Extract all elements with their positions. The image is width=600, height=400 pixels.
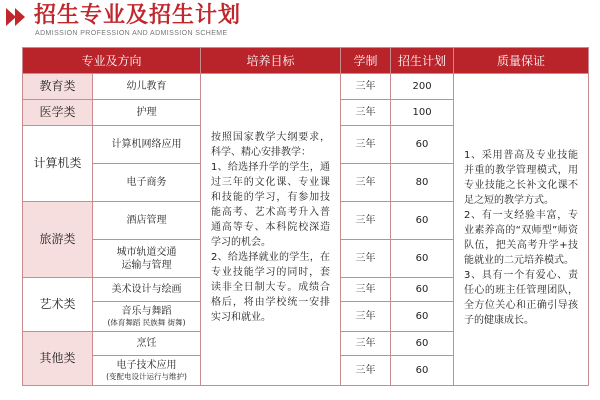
column-header: 学制 <box>341 48 391 74</box>
category-cell: 教育类 <box>23 74 93 100</box>
major-note: (变配电设计运行与维护) <box>106 372 187 381</box>
years-cell: 三年 <box>341 74 391 100</box>
category-cell: 计算机类 <box>23 126 93 202</box>
plan-cell: 60 <box>391 278 454 302</box>
major-cell: 烹饪 <box>93 332 201 356</box>
category-cell: 医学类 <box>23 100 93 126</box>
major-cell: 电子商务 <box>93 164 201 202</box>
plan-cell: 80 <box>391 164 454 202</box>
category-cell: 其他类 <box>23 332 93 386</box>
major-cell: 护理 <box>93 100 201 126</box>
plan-cell: 200 <box>391 74 454 100</box>
plan-cell: 60 <box>391 332 454 356</box>
plan-cell: 60 <box>391 126 454 164</box>
major-cell: 美术设计与绘画 <box>93 278 201 302</box>
major-cell: 幼儿教育 <box>93 74 201 100</box>
quality-assurance-text: 1、采用普高及专业技能并重的教学管理模式，用专业技能之长补文化课不足之短的教学方式。 2、有一支经验丰富，专业素养高的“双师型”师资队伍，把关高考升学+技能就业的二元培养模式。 3、具有一个有爱心、责任心的班主任管理团队，全方位关心和正确引导孩子的健康成长。 <box>464 150 579 326</box>
years-cell: 三年 <box>341 240 391 278</box>
column-header: 专业及方向 <box>23 48 201 74</box>
plan-cell: 100 <box>391 100 454 126</box>
training-goal-cell <box>201 74 341 386</box>
quality-assurance-cell <box>454 74 589 386</box>
page-title: 招生专业及招生计划 <box>34 3 242 28</box>
years-cell: 三年 <box>341 164 391 202</box>
page-subtitle: ADMISSION PROFESSION AND ADMISSION SCHEME <box>35 30 228 37</box>
years-cell: 三年 <box>341 126 391 164</box>
years-cell: 三年 <box>341 202 391 240</box>
table-row <box>23 74 589 100</box>
major-cell: 计算机网络应用 <box>93 126 201 164</box>
years-cell: 三年 <box>341 332 391 356</box>
chevron-right-icon <box>15 8 25 26</box>
page-header <box>0 0 600 44</box>
plan-cell: 60 <box>391 240 454 278</box>
years-cell: 三年 <box>341 278 391 302</box>
major-cell: 音乐与舞蹈 (体育舞蹈 民族舞 街舞) <box>93 302 201 332</box>
major-cell: 电子技术应用 (变配电设计运行与维护) <box>93 356 201 386</box>
category-cell: 旅游类 <box>23 202 93 278</box>
years-cell: 三年 <box>341 302 391 332</box>
admission-table <box>22 47 589 386</box>
column-header: 培养目标 <box>201 48 341 74</box>
years-cell: 三年 <box>341 100 391 126</box>
major-cell: 酒店管理 <box>93 202 201 240</box>
major-cell: 城市轨道交通运输与管理 <box>93 240 201 278</box>
plan-cell: 60 <box>391 302 454 332</box>
plan-cell: 60 <box>391 202 454 240</box>
category-cell: 艺术类 <box>23 278 93 332</box>
training-goal-text: 按照国家教学大纲要求，科学、精心安排教学： 1、给选择升学的学生，通过三年的文化课、专业课和技能的学习，有参加技能高考、艺术高考升入普通高等专、本科院校深造学习的机会。 2、给选择就业的学生，在专业技能学习的同时，套读非全日制大专。成绩合格后，将由学校统一安排实习和就业。 <box>211 132 331 323</box>
column-header: 质量保证 <box>454 48 589 74</box>
table-header-row <box>23 48 589 74</box>
major-note: (体育舞蹈 民族舞 街舞) <box>107 318 186 327</box>
plan-cell: 60 <box>391 356 454 386</box>
column-header: 招生计划 <box>391 48 454 74</box>
years-cell: 三年 <box>341 356 391 386</box>
